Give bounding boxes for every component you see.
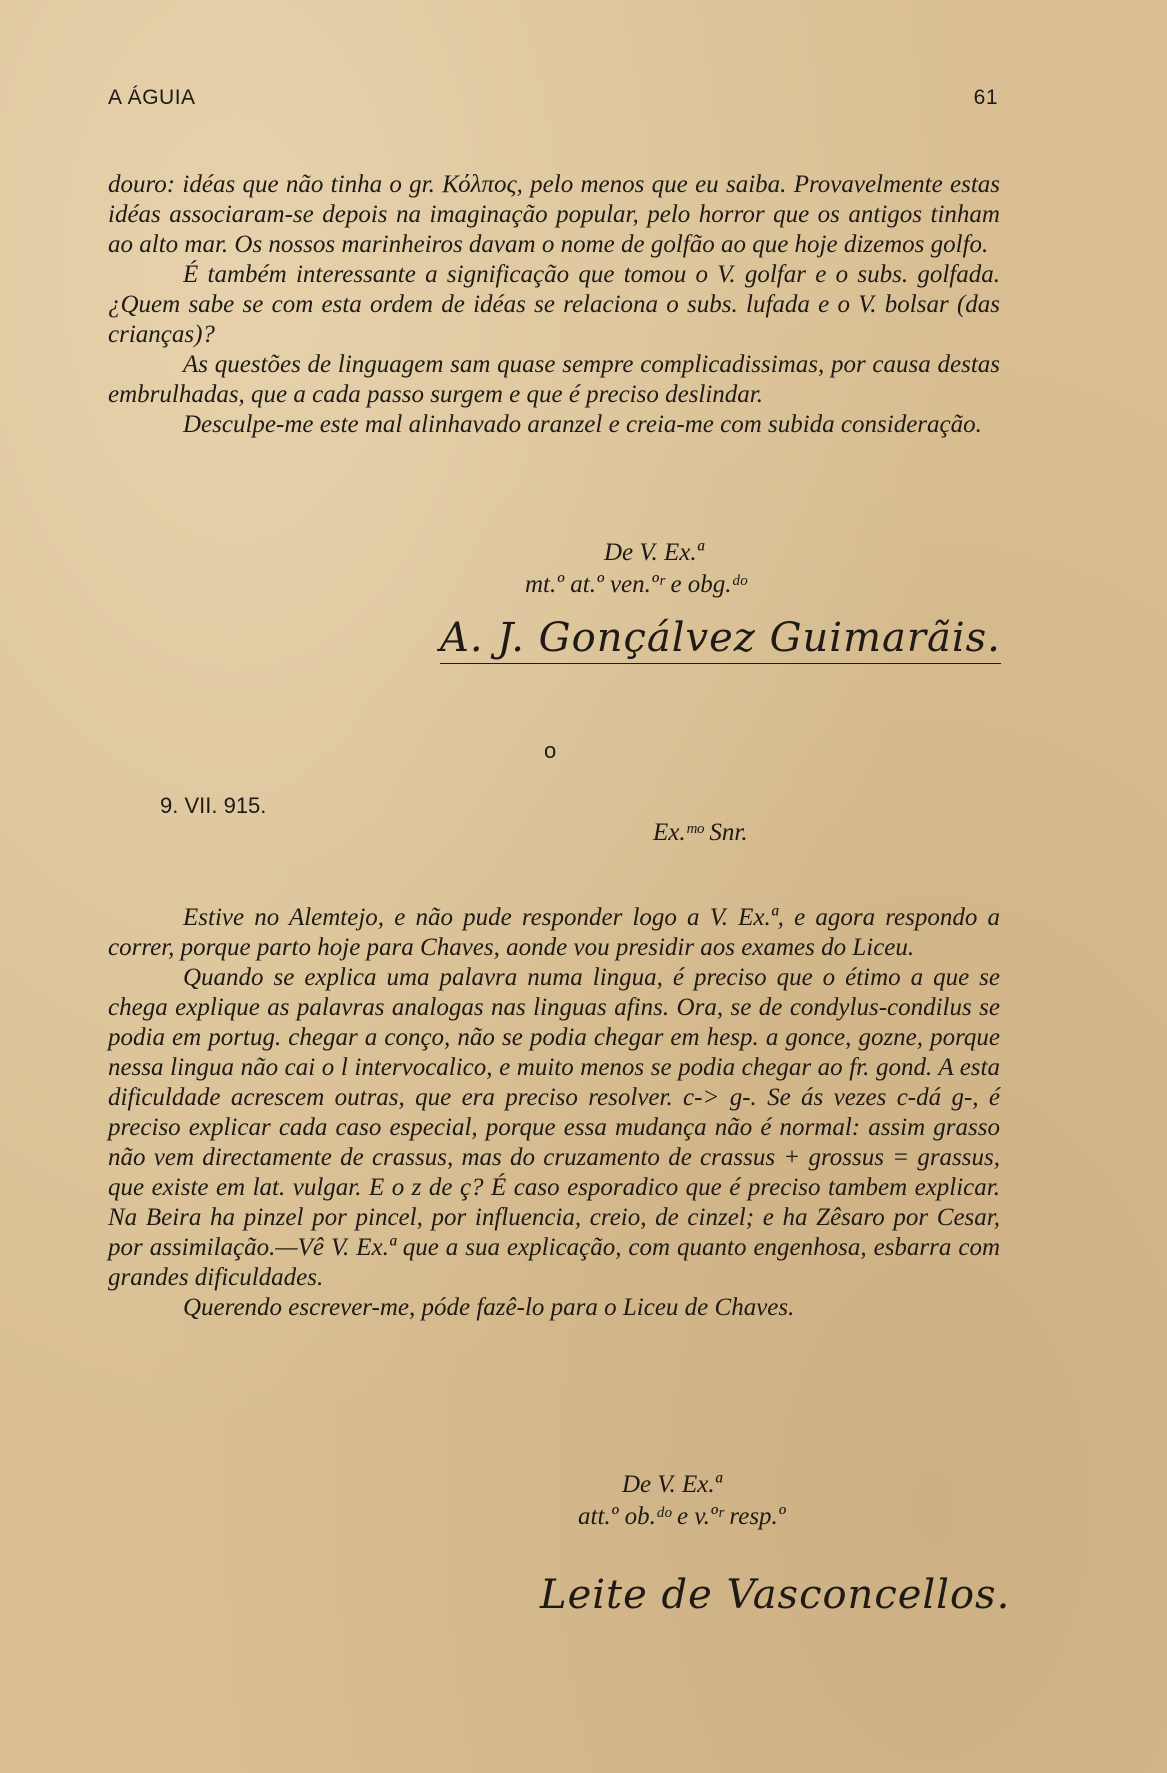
letter-1-body <box>108 170 1000 440</box>
closing-line: De V. Ex.ª <box>622 1471 722 1498</box>
journal-title: A ÁGUIA <box>108 86 196 109</box>
paragraph: douro: idéas que não tinha o gr. Κόλπος, pelo menos que eu saiba. Provavelmente estas idéas associaram-se depois na imaginação popular, pelo horror que os antigos tinham ao alto mar. Os nossos marinheiros davam o nome de golfão ao que hoje dizemos golfo. <box>108 171 1000 258</box>
running-header <box>108 86 998 110</box>
closing-line: mt.º at.º ven.ºʳ e obg.ᵈᵒ <box>525 571 747 598</box>
closing-line: att.º ob.ᵈᵒ e v.ºʳ resp.º <box>578 1503 786 1530</box>
paragraph: As questões de linguagem sam quase sempre complicadissimas, por causa destas embrulhadas, que a cada passo surgem e que é preciso deslindar. <box>108 351 1000 408</box>
signature-gonçalvez: A. J. Gonçálvez Guimarãis. <box>440 615 1001 664</box>
signature-leite-de-vasconcellos: Leite de Vasconcellos. <box>540 1572 1011 1618</box>
paragraph: Quando se explica uma palavra numa lingua, é preciso que o étimo a que se chega explique as palavras analogas nas linguas afins. Ora, se de condylus-condilus se podia em portug. chegar a conço, não se podia chegar em hesp. a gonce, gozne, porque nessa lingua não cai o l intervocalico, e muito menos se podia chegar ao fr. gond. A esta dificuldade acrescem outras, que era preciso resolver. c-> g-. Se ás vezes c-dá g-, é preciso explicar cada caso especial, porque essa mudança não é normal: assim grasso não vem directamente de crassus, mas do cruzamento de crassus + grossus = grassus, que existe em lat. vulgar. E o z de ç? É caso esporadico que é preciso tambem explicar. Na Beira ha pinzel por pincel, por influencia, creio, de cinzel; e ha Zêsaro por Cesar, por assimilação.—Vê V. Ex.ª que a sua explicação, com quanto engenhosa, esbarra com grandes dificuldades. <box>108 964 1000 1291</box>
paragraph: É também interessante a significação que tomou o V. golfar e o subs. golfada. ¿Quem sabe se com esta ordem de idéas se relaciona o subs. lufada e o V. bolsar (das crianças)? <box>108 261 1000 348</box>
letter-2-body <box>108 903 1000 1323</box>
paragraph: Desculpe-me este mal alinhavado aranzel e creia-me com subida consideração. <box>183 411 982 438</box>
section-separator: o <box>544 738 557 763</box>
letter-date: 9. VII. 915. <box>160 793 267 818</box>
page-number: 61 <box>973 86 998 109</box>
closing-line: De V. Ex.ª <box>604 539 704 566</box>
paragraph: Querendo escrever-me, póde fazê-lo para o Liceu de Chaves. <box>183 1294 795 1321</box>
paragraph: Estive no Alemtejo, e não pude responder logo a V. Ex.ª, e agora respondo a correr, porque parto hoje para Chaves, aonde vou presidir aos exames do Liceu. <box>108 904 1000 961</box>
salutation: Ex.ᵐᵒ Snr. <box>653 819 748 846</box>
